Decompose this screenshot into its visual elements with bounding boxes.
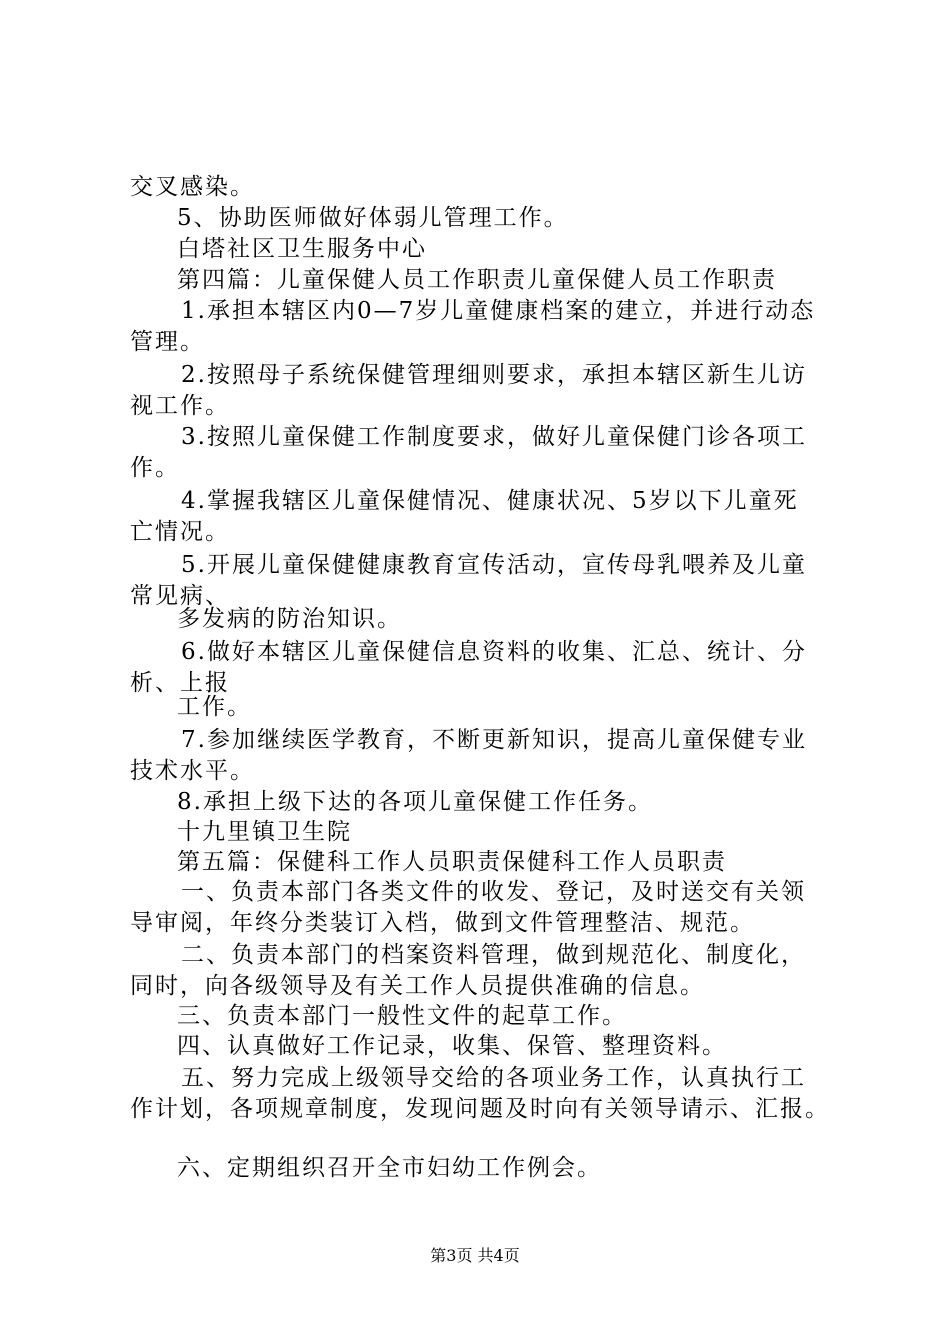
text-line: 7.参加继续医学教育，不断更新知识，提高儿童保健专业 <box>181 727 807 753</box>
text-line: 作。 <box>130 455 180 481</box>
text-line: 常见病、 <box>130 583 230 609</box>
text-line: 导审阅，年终分类装订入档，做到文件管理整洁、规范。 <box>130 910 755 936</box>
text-line: 四、认真做好工作记录，收集、保管、整理资料。 <box>177 1033 727 1059</box>
section-heading: 第四篇：儿童保健人员工作职责儿童保健人员工作职责 <box>177 267 777 293</box>
text-line: 同时，向各级领导及有关工作人员提供准确的信息。 <box>130 973 705 999</box>
text-line: 多发病的防治知识。 <box>177 606 402 632</box>
text-line: 技术水平。 <box>130 758 255 784</box>
text-line: 析、上报 <box>130 670 230 696</box>
text-line: 工作。 <box>177 694 252 720</box>
text-line: 三、负责本部门一般性文件的起草工作。 <box>177 1003 627 1029</box>
text-line: 6.做好本辖区儿童保健信息资料的收集、汇总、统计、分 <box>181 639 807 665</box>
text-line: 作计划，各项规章制度，发现问题及时向有关领导请示、汇报。 <box>130 1096 830 1122</box>
text-line: 管理。 <box>130 329 205 355</box>
text-line: 8.承担上级下达的各项儿童保健工作任务。 <box>177 789 653 815</box>
text-line: 亡情况。 <box>130 519 230 545</box>
text-line: 5.开展儿童保健健康教育宣传活动，宣传母乳喂养及儿童 <box>181 552 807 578</box>
text-line: 交叉感染。 <box>130 174 255 200</box>
section-heading: 第五篇：保健科工作人员职责保健科工作人员职责 <box>177 849 727 875</box>
text-line: 2.按照母子系统保健管理细则要求，承担本辖区新生儿访 <box>181 362 807 388</box>
text-line: 六、定期组织召开全市妇幼工作例会。 <box>177 1155 602 1181</box>
page-footer: 第3页 共4页 <box>430 1246 520 1265</box>
text-line: 视工作。 <box>130 393 230 419</box>
text-line: 4.掌握我辖区儿童保健情况、健康状况、5岁以下儿童死 <box>181 488 799 514</box>
text-line: 十九里镇卫生院 <box>177 819 352 845</box>
text-line: 五、努力完成上级领导交给的各项业务工作，认真执行工 <box>181 1065 806 1091</box>
text-line: 白塔社区卫生服务中心 <box>177 236 427 262</box>
text-line: 3.按照儿童保健工作制度要求，做好儿童保健门诊各项工 <box>181 424 807 450</box>
text-line: 1.承担本辖区内0—7岁儿童健康档案的建立，并进行动态 <box>181 298 816 324</box>
text-line: 5、协助医师做好体弱儿管理工作。 <box>177 205 569 231</box>
text-line: 一、负责本部门各类文件的收发、登记，及时送交有关领 <box>181 879 806 905</box>
text-line: 二、负责本部门的档案资料管理，做到规范化、制度化， <box>181 942 806 968</box>
